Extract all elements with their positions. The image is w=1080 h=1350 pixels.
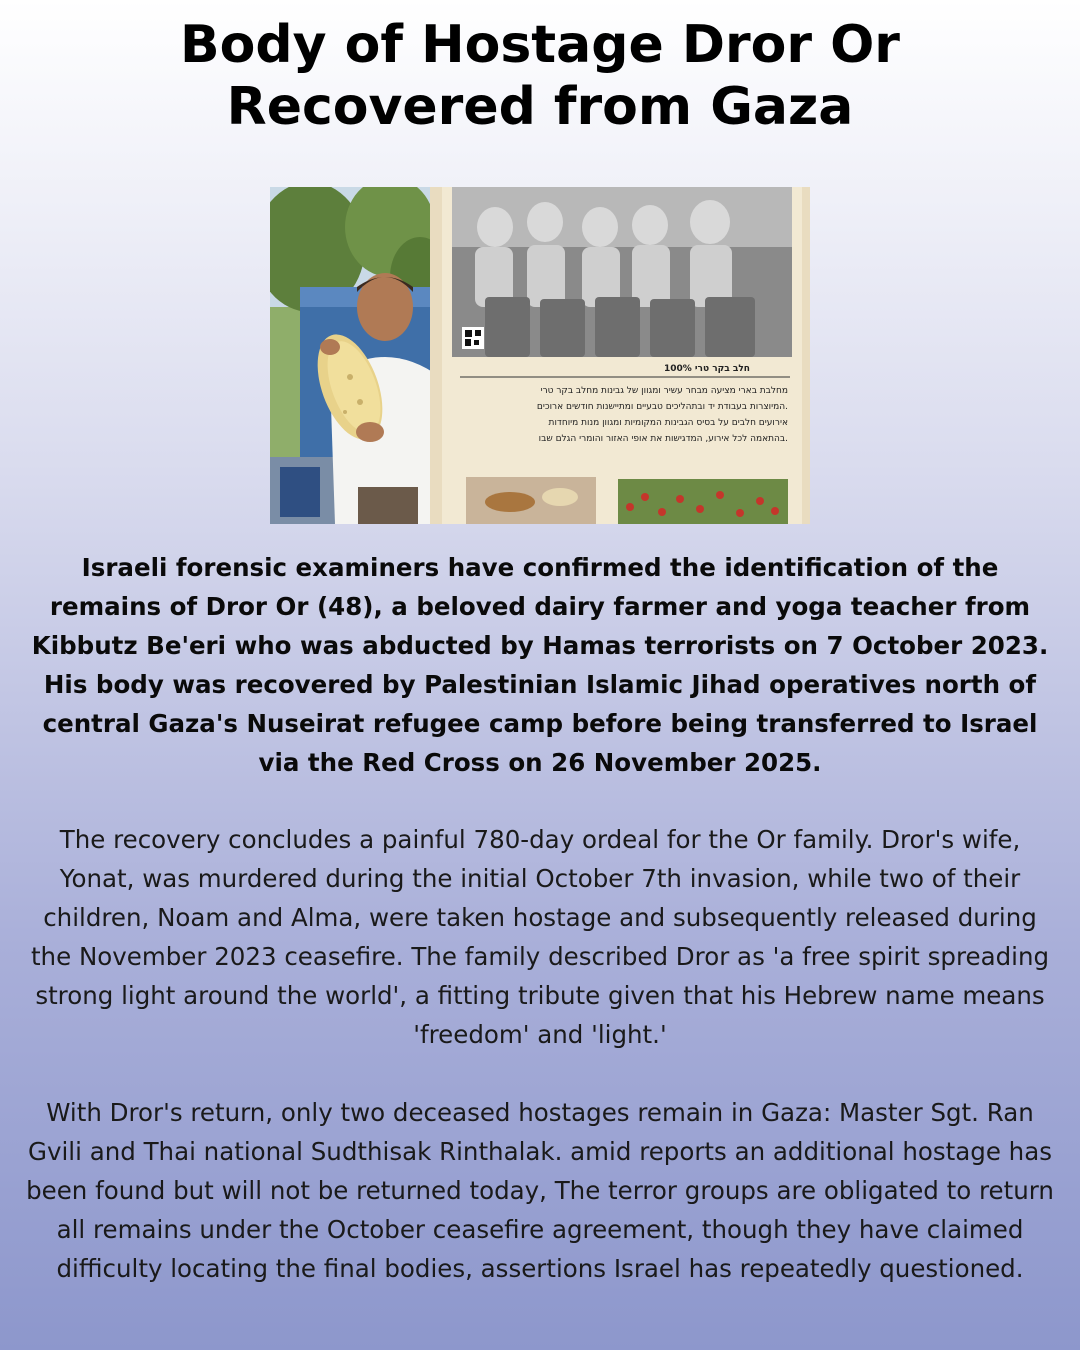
sign-line: בהתאמה לכל אירוע, המדגישות את אופי האזור והומרי הגלם שבו. [538, 434, 788, 444]
sign-line: מחלבת בארי מציעה מבחר עשיר ומגוון של גבינות מחלב בקר טרי [540, 386, 788, 396]
sign-line: המיוצרות בעבודת יד ובתהליכים טבעיים ומתיישנות חודשים ארוכים. [536, 402, 788, 412]
article-title: Body of Hostage Dror Or Recovered from Gaza [180, 15, 900, 137]
article-paragraph-2: The recovery concludes a painful 780-day ordeal for the Or family. Dror's wife, Yonat, was murdered during the initial October 7th invasion, while two of their children, Noam and Alma, were taken hostage and subsequently released during the November 2023 ceasefire. The family described Dror as 'a free spirit spreading strong light around the world', a fitting tribute given that his Hebrew name means 'freedom' and 'light.' [30, 825, 1050, 1049]
sign-line: אירועים חלבים על בסיס הגבינות המקומיות ומגוון מנות מיוחדות [548, 418, 788, 428]
article-paragraph-3: With Dror's return, only two deceased hostages remain in Gaza: Master Sgt. Ran Gvili and Thai national Sudthisak Rinthalak. amid reports an additional hostage has been found but will not be returned today, The terror groups are obligated to return all remains under the October ceasefire agreement, though they have claimed difficulty locating the final bodies, assertions Israel has repeatedly questioned. [26, 1098, 1054, 1283]
article-photo [270, 187, 810, 524]
article-lead: Israeli forensic examiners have confirmed the identification of the remains of Dror Or (48), a beloved dairy farmer and yoga teacher from Kibbutz Be'eri who was abducted by Hamas terrorists on 7 October 2023. His body was recovered by Palestinian Islamic Jihad operatives north of central Gaza's Nuseirat refugee camp before being transferred to Israel via the Red Cross on 26 November 2025. [31, 553, 1049, 777]
sign-heading: 100% חלב בקר טרי [663, 364, 750, 374]
